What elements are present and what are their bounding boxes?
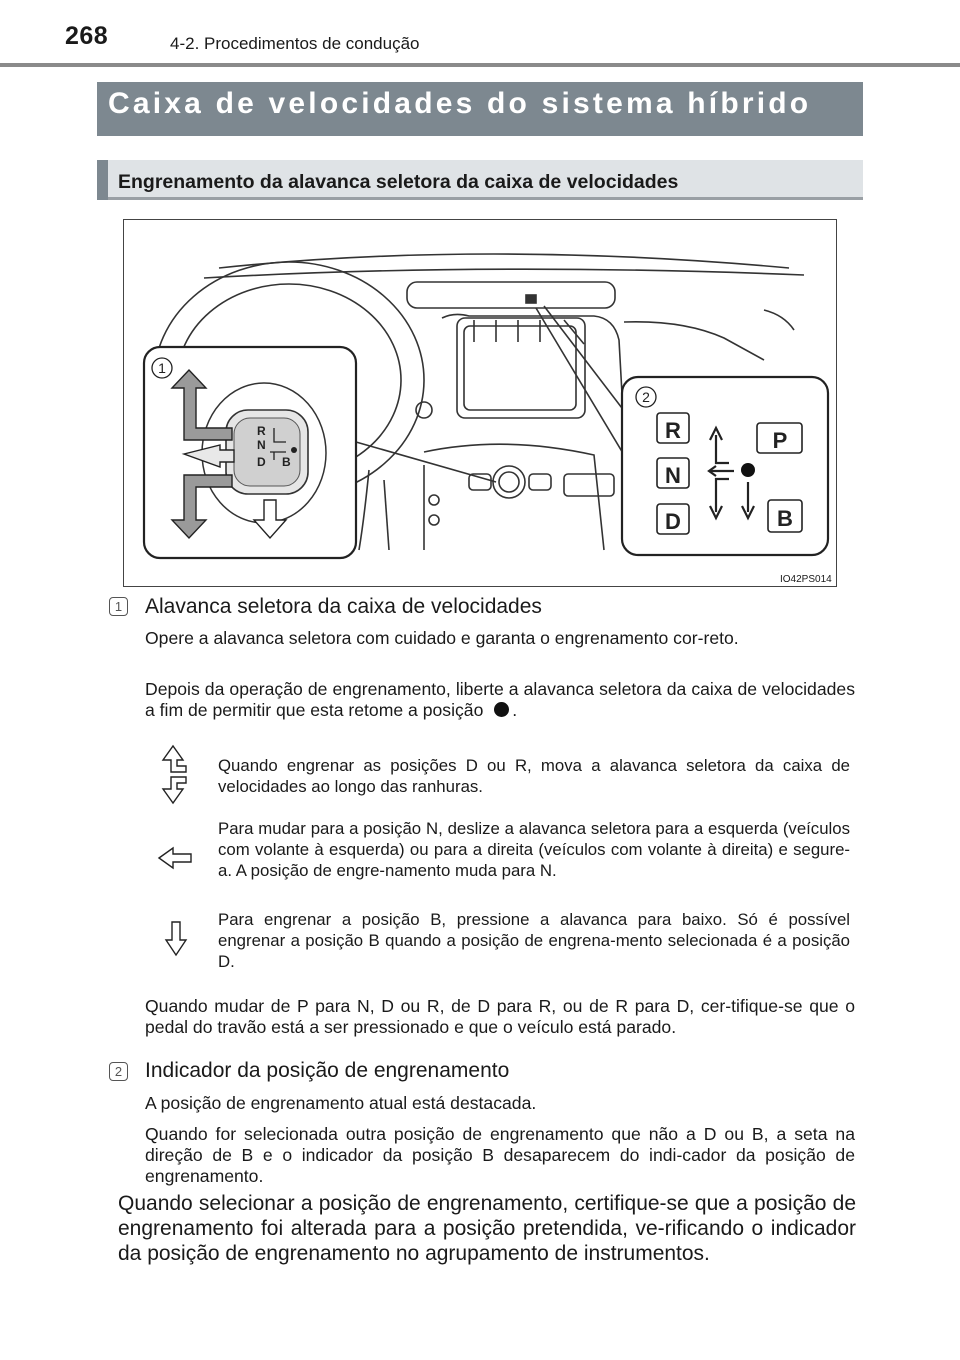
item-number-2: 2 (109, 1062, 128, 1081)
up-down-arrow-icon (160, 744, 190, 806)
indicator-d: D (665, 509, 681, 534)
lever-label-d: D (257, 455, 266, 469)
indicator-b: B (777, 506, 793, 531)
chapter-title: 4-2. Procedimentos de condução (170, 34, 420, 53)
callout-number-1: 1 (158, 360, 166, 376)
page-number: 268 (65, 22, 109, 50)
item-1-paragraph-2-end: . (512, 700, 518, 720)
item-1-paragraph-3: Quando mudar de P para N, D ou R, de D para R, ou de R para D, cer-tifique-se que o pedal do travão está a ser pressionado e que o veículo está parado. (145, 996, 855, 1037)
note-1-text: Quando engrenar as posições D ou R, mova a alavanca seletora da caixa de velocidades ao longo das ranhuras. (218, 756, 850, 796)
header-rule (0, 63, 960, 67)
indicator-n: N (665, 463, 681, 488)
item-1-title: Alavanca seletora da caixa de velocidades (145, 595, 542, 618)
item-1-paragraph-2-text: Depois da operação de engrenamento, liberte a alavanca seletora da caixa de velocidades a fim de permitir que esta retome a posição (145, 679, 855, 720)
dashboard-figure (123, 219, 837, 587)
indicator-callout (622, 377, 828, 555)
dashboard-illustration (124, 220, 836, 586)
note-2-text: Para mudar para a posição N, deslize a alavanca seletora para a esquerda (veículos com volante à esquerda) ou para a direita (veículos com volante à direita) e segure-a. A posição de engre-namento muda para N. (218, 819, 850, 880)
item-1-paragraph-2 (145, 679, 855, 721)
lever-callout (144, 347, 356, 558)
item-number-1: 1 (109, 597, 128, 616)
indicator-p: P (772, 428, 788, 453)
section-title: Caixa de velocidades do sistema híbrido (108, 87, 812, 120)
down-arrow-icon (163, 920, 189, 958)
subsection-accent (97, 160, 108, 200)
lever-label-r: R (257, 424, 266, 438)
item-2-title: Indicador da posição de engrenamento (145, 1059, 510, 1082)
callout-number-2: 2 (642, 389, 650, 405)
left-arrow-icon (157, 845, 193, 871)
lever-label-n: N (257, 438, 266, 452)
figure-code: IO42PS014 (780, 574, 832, 585)
item-2-paragraph-1: A posição de engrenamento atual está destacada. (145, 1093, 537, 1113)
item-1-paragraph-1: Opere a alavanca seletora com cuidado e garanta o engrenamento cor-reto. (145, 628, 739, 648)
home-position-dot (741, 463, 755, 477)
item-2-paragraph-2: Quando for selecionada outra posição de engrenamento que não a D ou B, a seta na direção de B e o indicador da posição B desaparecem do indi-cador da posição de engrenamento. (145, 1124, 855, 1186)
home-position-symbol-icon (494, 702, 509, 717)
note-3-text: Para engrenar a posição B, pressione a alavanca para baixo. Só é possível engrenar a posição B quando a posição de engrena-mento selecionada é a posição D. (218, 910, 850, 971)
subsection-title: Engrenamento da alavanca seletora da caixa de velocidades (118, 171, 679, 193)
lever-label-b: B (282, 455, 291, 469)
indicator-r: R (665, 418, 681, 443)
closing-paragraph: Quando selecionar a posição de engrenamento, certifique-se que a posição de engrenamento foi alterada para a posição pretendida, ve-rificando o indicador da posição de engrenamento no agrupamento de instrumentos. (118, 1192, 856, 1265)
